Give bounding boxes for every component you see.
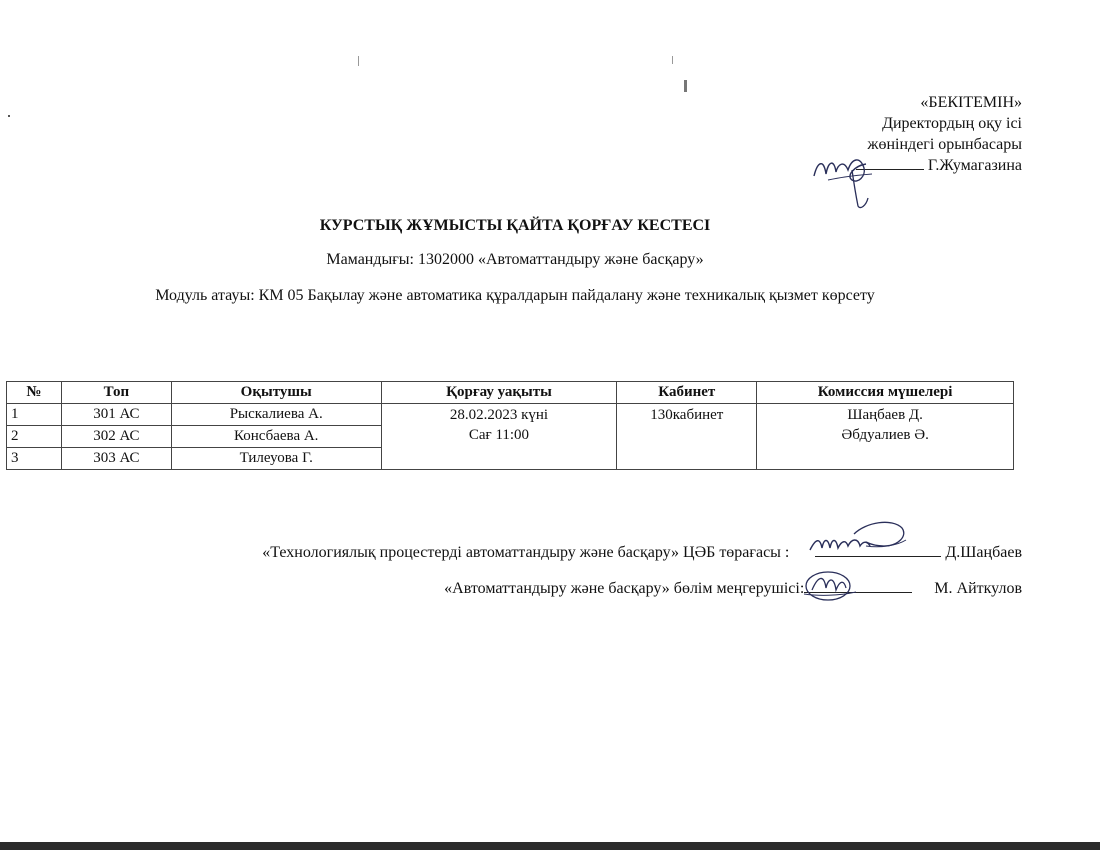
defense-date: 28.02.2023 күні: [449, 407, 549, 423]
schedule-table: [6, 381, 1014, 470]
module-line: Модуль атауы: КМ 05 Бақылау және автоматика құралдарын пайдалану және техникалық қызмет көрсету: [155, 287, 875, 304]
approval-name: Г.Жумагазина: [927, 157, 1022, 174]
defense-time-cell: [381, 404, 617, 470]
head-role: «Автоматтандыру және басқару» бөлім меңгерушісі:: [444, 580, 805, 597]
commission-member-1: Шаңбаев Д.: [847, 407, 923, 423]
row-number: 2: [7, 426, 62, 448]
header-number: №: [7, 382, 62, 404]
signature-underline: [815, 542, 941, 557]
approval-position-line2: жөніндегі орынбасары: [867, 136, 1022, 153]
row-group: 303 АС: [61, 448, 171, 470]
row-group: 302 АС: [61, 426, 171, 448]
scan-speck: [672, 56, 673, 64]
scan-speck: [684, 80, 687, 92]
signature-underline: [804, 578, 912, 593]
scan-speck: [8, 115, 10, 117]
room-cell: 130кабинет: [617, 404, 757, 470]
document-title: КУРСТЫҚ ЖҰМЫСТЫ ҚАЙТА ҚОРҒАУ КЕСТЕСІ: [319, 217, 711, 234]
table-header-row: [7, 382, 1014, 404]
row-number: 3: [7, 448, 62, 470]
header-defense-time: Қорғау уақыты: [381, 382, 617, 404]
approval-block: [856, 92, 1022, 176]
chair-name: Д.Шаңбаев: [945, 544, 1022, 561]
row-group: 301 АС: [61, 404, 171, 426]
head-name: М. Айткулов: [934, 580, 1022, 597]
approval-heading: «БЕКІТЕМІН»: [920, 94, 1022, 111]
header-commission: Комиссия мүшелері: [757, 382, 1014, 404]
header-room: Кабинет: [617, 382, 757, 404]
specialty-line: Мамандығы: 1302000 «Автоматтандыру және басқару»: [326, 251, 704, 268]
row-teacher: Консбаева А.: [171, 426, 381, 448]
scan-edge: [0, 842, 1100, 850]
row-number: 1: [7, 404, 62, 426]
header-teacher: Оқытушы: [171, 382, 381, 404]
row-teacher: Тилеуова Г.: [171, 448, 381, 470]
defense-hour: Сағ 11:00: [468, 427, 530, 443]
approval-signature-line: [856, 155, 1022, 176]
chair-role: «Технологиялық процестерді автоматтандыру және басқару» ЦӘБ төрағасы :: [262, 544, 790, 561]
chair-signature-line: [262, 542, 1022, 562]
signature-underline: [856, 169, 924, 170]
header-group: Топ: [61, 382, 171, 404]
table-row: [7, 404, 1014, 426]
approval-position-line1: Директордың оқу ісі: [882, 115, 1022, 132]
commission-member-2: Әбдуалиев Ә.: [841, 427, 929, 443]
commission-cell: [757, 404, 1014, 470]
row-teacher: Рыскалиева А.: [171, 404, 381, 426]
scan-speck: [358, 56, 359, 66]
head-signature-line: [444, 578, 1022, 598]
